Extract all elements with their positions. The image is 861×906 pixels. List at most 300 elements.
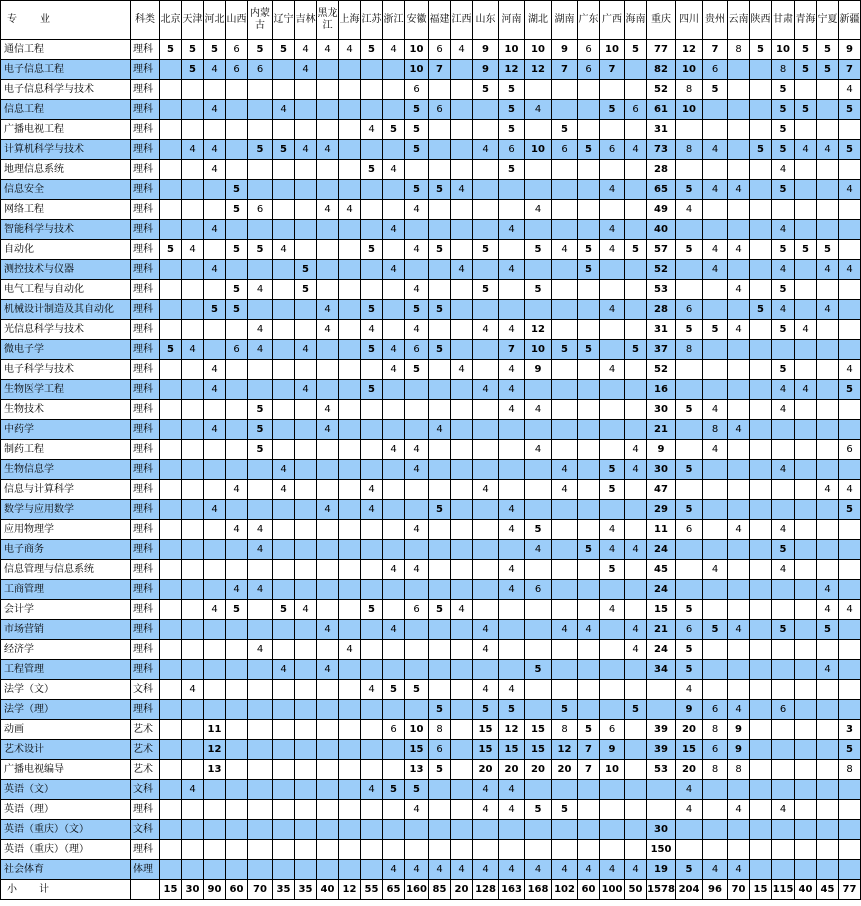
quota-cell: 5 bbox=[226, 240, 248, 260]
quota-cell: 5 bbox=[772, 80, 795, 100]
total-cell: 15 bbox=[160, 880, 182, 900]
quota-cell bbox=[750, 720, 772, 740]
quota-cell: 5 bbox=[625, 40, 647, 60]
quota-cell: 4 bbox=[552, 480, 578, 500]
table-row bbox=[1, 240, 861, 260]
quota-cell: 34 bbox=[647, 660, 676, 680]
quota-cell: 4 bbox=[405, 460, 429, 480]
subject-category: 理科 bbox=[131, 440, 160, 460]
quota-cell bbox=[795, 520, 817, 540]
header-province: 河北 bbox=[204, 1, 226, 40]
quota-cell bbox=[625, 160, 647, 180]
quota-cell bbox=[317, 280, 339, 300]
quota-cell bbox=[339, 460, 361, 480]
quota-cell bbox=[273, 640, 295, 660]
major-name: 生物信息学 bbox=[1, 460, 131, 480]
quota-cell bbox=[578, 400, 600, 420]
quota-cell: 4 bbox=[499, 520, 525, 540]
quota-cell: 5 bbox=[248, 440, 273, 460]
quota-cell bbox=[160, 160, 182, 180]
quota-cell bbox=[817, 440, 839, 460]
quota-cell: 4 bbox=[383, 360, 405, 380]
quota-cell bbox=[578, 680, 600, 700]
quota-cell bbox=[750, 240, 772, 260]
quota-cell: 4 bbox=[600, 860, 625, 880]
quota-cell: 150 bbox=[647, 840, 676, 860]
quota-cell bbox=[625, 740, 647, 760]
quota-cell bbox=[248, 380, 273, 400]
quota-cell: 4 bbox=[405, 440, 429, 460]
quota-cell: 10 bbox=[525, 140, 552, 160]
quota-cell bbox=[795, 80, 817, 100]
quota-cell: 5 bbox=[578, 720, 600, 740]
quota-cell bbox=[676, 160, 703, 180]
quota-cell: 4 bbox=[552, 460, 578, 480]
quota-cell: 10 bbox=[525, 40, 552, 60]
quota-cell bbox=[295, 80, 317, 100]
quota-cell: 8 bbox=[552, 720, 578, 740]
quota-cell bbox=[795, 480, 817, 500]
table-row bbox=[1, 140, 861, 160]
table-row bbox=[1, 120, 861, 140]
table-row bbox=[1, 400, 861, 420]
quota-cell bbox=[600, 200, 625, 220]
quota-cell: 5 bbox=[676, 600, 703, 620]
major-name: 信息与计算科学 bbox=[1, 480, 131, 500]
quota-cell bbox=[578, 100, 600, 120]
quota-cell: 4 bbox=[525, 400, 552, 420]
quota-cell bbox=[728, 200, 750, 220]
quota-cell bbox=[226, 160, 248, 180]
quota-cell: 73 bbox=[647, 140, 676, 160]
major-name: 信息管理与信息系统 bbox=[1, 560, 131, 580]
quota-cell bbox=[383, 660, 405, 680]
quota-cell bbox=[839, 780, 861, 800]
quota-cell: 4 bbox=[600, 300, 625, 320]
quota-cell bbox=[552, 840, 578, 860]
quota-cell: 4 bbox=[728, 320, 750, 340]
quota-cell bbox=[728, 140, 750, 160]
quota-cell bbox=[552, 260, 578, 280]
quota-cell bbox=[600, 380, 625, 400]
quota-cell: 4 bbox=[703, 560, 728, 580]
quota-cell bbox=[317, 160, 339, 180]
quota-cell: 4 bbox=[817, 580, 839, 600]
quota-cell: 7 bbox=[429, 60, 451, 80]
quota-cell: 4 bbox=[772, 220, 795, 240]
subject-category: 理科 bbox=[131, 200, 160, 220]
table-body bbox=[1, 1, 861, 900]
header-province: 重庆 bbox=[647, 1, 676, 40]
total-cell: 60 bbox=[226, 880, 248, 900]
quota-cell bbox=[383, 200, 405, 220]
quota-cell bbox=[772, 200, 795, 220]
quota-cell bbox=[405, 400, 429, 420]
quota-cell bbox=[625, 580, 647, 600]
quota-cell bbox=[226, 420, 248, 440]
quota-cell bbox=[160, 720, 182, 740]
quota-cell bbox=[383, 320, 405, 340]
quota-cell: 5 bbox=[750, 300, 772, 320]
quota-cell bbox=[383, 500, 405, 520]
quota-cell bbox=[204, 340, 226, 360]
quota-cell bbox=[182, 180, 204, 200]
quota-cell bbox=[703, 480, 728, 500]
quota-cell bbox=[473, 100, 499, 120]
table-row bbox=[1, 60, 861, 80]
quota-cell: 5 bbox=[676, 180, 703, 200]
quota-cell bbox=[339, 600, 361, 620]
major-name: 电气工程与自动化 bbox=[1, 280, 131, 300]
quota-cell bbox=[273, 840, 295, 860]
quota-cell: 6 bbox=[248, 60, 273, 80]
quota-cell bbox=[552, 680, 578, 700]
quota-cell bbox=[429, 260, 451, 280]
quota-cell: 4 bbox=[728, 280, 750, 300]
quota-cell bbox=[578, 360, 600, 380]
major-name: 网络工程 bbox=[1, 200, 131, 220]
quota-cell bbox=[182, 200, 204, 220]
quota-cell bbox=[339, 540, 361, 560]
quota-cell bbox=[625, 480, 647, 500]
quota-cell bbox=[728, 660, 750, 680]
quota-cell bbox=[182, 720, 204, 740]
quota-cell bbox=[473, 840, 499, 860]
total-cell: 96 bbox=[703, 880, 728, 900]
quota-cell: 5 bbox=[182, 60, 204, 80]
quota-cell: 4 bbox=[473, 140, 499, 160]
quota-cell bbox=[204, 840, 226, 860]
quota-cell bbox=[552, 540, 578, 560]
major-name: 生物技术 bbox=[1, 400, 131, 420]
table-row bbox=[1, 440, 861, 460]
quota-cell bbox=[750, 400, 772, 420]
quota-cell: 5 bbox=[625, 240, 647, 260]
quota-cell bbox=[728, 840, 750, 860]
subject-category: 理科 bbox=[131, 60, 160, 80]
quota-cell bbox=[451, 740, 473, 760]
quota-cell: 5 bbox=[429, 700, 451, 720]
quota-cell bbox=[473, 600, 499, 620]
quota-cell: 4 bbox=[226, 580, 248, 600]
quota-cell bbox=[451, 500, 473, 520]
quota-cell bbox=[339, 520, 361, 540]
quota-cell: 5 bbox=[405, 140, 429, 160]
quota-cell bbox=[703, 840, 728, 860]
quota-cell bbox=[160, 780, 182, 800]
quota-cell: 4 bbox=[625, 640, 647, 660]
quota-cell bbox=[750, 640, 772, 660]
quota-cell bbox=[295, 120, 317, 140]
quota-cell: 10 bbox=[525, 340, 552, 360]
quota-cell bbox=[160, 840, 182, 860]
quota-cell: 4 bbox=[182, 140, 204, 160]
quota-cell: 8 bbox=[703, 720, 728, 740]
quota-cell bbox=[578, 420, 600, 440]
table-row bbox=[1, 560, 861, 580]
quota-cell: 4 bbox=[273, 240, 295, 260]
quota-cell bbox=[226, 620, 248, 640]
quota-cell bbox=[795, 740, 817, 760]
quota-cell bbox=[339, 300, 361, 320]
quota-cell bbox=[817, 860, 839, 880]
quota-cell bbox=[339, 320, 361, 340]
total-cell: 85 bbox=[429, 880, 451, 900]
quota-cell bbox=[817, 720, 839, 740]
quota-cell bbox=[525, 300, 552, 320]
quota-cell bbox=[625, 260, 647, 280]
quota-cell: 7 bbox=[578, 760, 600, 780]
quota-cell bbox=[625, 780, 647, 800]
quota-cell: 39 bbox=[647, 740, 676, 760]
quota-cell bbox=[339, 280, 361, 300]
quota-cell bbox=[429, 540, 451, 560]
quota-cell: 4 bbox=[317, 500, 339, 520]
quota-cell bbox=[273, 580, 295, 600]
quota-cell: 5 bbox=[361, 40, 383, 60]
quota-cell bbox=[676, 540, 703, 560]
quota-cell bbox=[525, 620, 552, 640]
quota-cell bbox=[839, 620, 861, 640]
quota-cell: 5 bbox=[676, 500, 703, 520]
major-name: 信息安全 bbox=[1, 180, 131, 200]
quota-cell bbox=[248, 860, 273, 880]
quota-cell bbox=[405, 620, 429, 640]
quota-cell bbox=[248, 800, 273, 820]
quota-cell bbox=[295, 460, 317, 480]
quota-cell bbox=[317, 860, 339, 880]
quota-cell bbox=[772, 640, 795, 660]
quota-cell bbox=[182, 160, 204, 180]
quota-cell bbox=[600, 120, 625, 140]
quota-cell bbox=[273, 300, 295, 320]
quota-cell bbox=[451, 700, 473, 720]
total-label: 小计 bbox=[1, 880, 131, 900]
quota-cell bbox=[728, 640, 750, 660]
quota-cell: 4 bbox=[383, 340, 405, 360]
quota-cell: 4 bbox=[499, 680, 525, 700]
quota-cell: 24 bbox=[647, 540, 676, 560]
quota-cell: 5 bbox=[248, 40, 273, 60]
quota-cell bbox=[578, 180, 600, 200]
quota-cell bbox=[578, 580, 600, 600]
quota-cell: 4 bbox=[451, 40, 473, 60]
quota-cell bbox=[703, 220, 728, 240]
quota-cell bbox=[525, 640, 552, 660]
quota-cell bbox=[817, 540, 839, 560]
quota-cell: 4 bbox=[499, 580, 525, 600]
table-row bbox=[1, 220, 861, 240]
quota-cell bbox=[625, 660, 647, 680]
quota-cell bbox=[429, 780, 451, 800]
quota-cell bbox=[295, 400, 317, 420]
quota-cell bbox=[339, 360, 361, 380]
quota-cell bbox=[772, 680, 795, 700]
quota-cell: 4 bbox=[600, 360, 625, 380]
quota-cell bbox=[703, 520, 728, 540]
quota-cell bbox=[499, 420, 525, 440]
quota-cell: 4 bbox=[499, 800, 525, 820]
quota-cell bbox=[160, 80, 182, 100]
quota-cell: 4 bbox=[182, 680, 204, 700]
quota-cell bbox=[795, 620, 817, 640]
quota-cell bbox=[317, 560, 339, 580]
quota-cell bbox=[795, 260, 817, 280]
quota-cell: 5 bbox=[795, 100, 817, 120]
total-cell: 30 bbox=[182, 880, 204, 900]
quota-cell bbox=[361, 640, 383, 660]
subject-category: 文科 bbox=[131, 820, 160, 840]
quota-cell bbox=[317, 60, 339, 80]
quota-cell bbox=[750, 740, 772, 760]
quota-cell: 4 bbox=[625, 620, 647, 640]
quota-cell: 5 bbox=[405, 780, 429, 800]
quota-cell bbox=[839, 820, 861, 840]
quota-cell: 5 bbox=[499, 160, 525, 180]
quota-cell bbox=[499, 820, 525, 840]
quota-cell bbox=[750, 200, 772, 220]
quota-cell bbox=[750, 320, 772, 340]
quota-cell: 4 bbox=[204, 360, 226, 380]
quota-cell: 4 bbox=[361, 320, 383, 340]
quota-cell bbox=[728, 60, 750, 80]
table-row bbox=[1, 300, 861, 320]
quota-cell bbox=[703, 380, 728, 400]
quota-cell bbox=[499, 600, 525, 620]
quota-cell bbox=[552, 600, 578, 620]
quota-cell bbox=[703, 680, 728, 700]
quota-cell bbox=[795, 120, 817, 140]
quota-cell: 30 bbox=[647, 820, 676, 840]
quota-cell: 4 bbox=[204, 60, 226, 80]
quota-cell bbox=[429, 580, 451, 600]
quota-cell bbox=[772, 720, 795, 740]
total-cell: 102 bbox=[552, 880, 578, 900]
quota-cell bbox=[625, 360, 647, 380]
quota-cell bbox=[226, 440, 248, 460]
quota-cell bbox=[625, 720, 647, 740]
quota-cell bbox=[361, 280, 383, 300]
quota-cell bbox=[839, 420, 861, 440]
quota-cell bbox=[273, 80, 295, 100]
quota-cell bbox=[248, 600, 273, 620]
quota-cell bbox=[451, 560, 473, 580]
quota-cell bbox=[182, 860, 204, 880]
quota-cell: 5 bbox=[795, 60, 817, 80]
quota-cell bbox=[361, 80, 383, 100]
quota-cell bbox=[625, 120, 647, 140]
quota-cell bbox=[795, 780, 817, 800]
quota-cell: 5 bbox=[361, 240, 383, 260]
quota-cell bbox=[160, 800, 182, 820]
quota-cell bbox=[839, 540, 861, 560]
quota-cell: 4 bbox=[295, 340, 317, 360]
quota-cell bbox=[728, 560, 750, 580]
table-row bbox=[1, 520, 861, 540]
quota-cell bbox=[750, 780, 772, 800]
total-cell: 50 bbox=[625, 880, 647, 900]
quota-cell bbox=[361, 440, 383, 460]
quota-cell bbox=[273, 820, 295, 840]
subject-category: 理科 bbox=[131, 480, 160, 500]
major-name: 英语（文） bbox=[1, 780, 131, 800]
quota-cell bbox=[339, 820, 361, 840]
quota-cell: 4 bbox=[525, 100, 552, 120]
quota-cell bbox=[728, 260, 750, 280]
quota-cell bbox=[226, 360, 248, 380]
quota-cell bbox=[339, 680, 361, 700]
quota-cell bbox=[160, 740, 182, 760]
quota-cell: 5 bbox=[578, 340, 600, 360]
total-cell: 12 bbox=[339, 880, 361, 900]
quota-cell bbox=[226, 760, 248, 780]
quota-cell: 10 bbox=[405, 720, 429, 740]
major-name: 光信息科学与技术 bbox=[1, 320, 131, 340]
quota-cell bbox=[451, 640, 473, 660]
quota-cell bbox=[703, 280, 728, 300]
subject-category: 文科 bbox=[131, 780, 160, 800]
quota-cell bbox=[703, 540, 728, 560]
quota-cell bbox=[728, 80, 750, 100]
major-name: 广播电视编导 bbox=[1, 760, 131, 780]
quota-cell bbox=[600, 260, 625, 280]
quota-cell bbox=[273, 200, 295, 220]
quota-cell bbox=[525, 480, 552, 500]
quota-cell bbox=[182, 260, 204, 280]
quota-cell bbox=[600, 700, 625, 720]
table-row bbox=[1, 740, 861, 760]
quota-cell bbox=[525, 260, 552, 280]
quota-cell bbox=[473, 500, 499, 520]
quota-cell bbox=[226, 640, 248, 660]
quota-cell: 5 bbox=[273, 140, 295, 160]
quota-cell: 10 bbox=[405, 40, 429, 60]
quota-cell: 20 bbox=[676, 720, 703, 740]
quota-cell bbox=[795, 760, 817, 780]
header-province: 江西 bbox=[451, 1, 473, 40]
quota-cell: 5 bbox=[182, 40, 204, 60]
quota-cell bbox=[226, 140, 248, 160]
quota-cell bbox=[295, 700, 317, 720]
quota-cell bbox=[361, 260, 383, 280]
quota-cell: 20 bbox=[676, 760, 703, 780]
quota-cell bbox=[248, 460, 273, 480]
quota-cell: 21 bbox=[647, 420, 676, 440]
header-province: 山西 bbox=[226, 1, 248, 40]
table-row bbox=[1, 720, 861, 740]
quota-cell bbox=[676, 420, 703, 440]
quota-cell bbox=[750, 520, 772, 540]
quota-cell: 4 bbox=[204, 380, 226, 400]
quota-cell: 9 bbox=[552, 40, 578, 60]
quota-cell bbox=[339, 840, 361, 860]
quota-cell bbox=[647, 680, 676, 700]
quota-cell bbox=[839, 640, 861, 660]
quota-cell: 4 bbox=[625, 860, 647, 880]
quota-cell: 16 bbox=[647, 380, 676, 400]
quota-cell bbox=[273, 280, 295, 300]
quota-cell bbox=[750, 820, 772, 840]
quota-cell: 4 bbox=[525, 860, 552, 880]
quota-cell bbox=[361, 740, 383, 760]
quota-cell bbox=[405, 220, 429, 240]
table-row bbox=[1, 360, 861, 380]
quota-cell: 5 bbox=[248, 140, 273, 160]
quota-cell: 5 bbox=[600, 480, 625, 500]
quota-cell bbox=[182, 380, 204, 400]
quota-cell bbox=[839, 400, 861, 420]
quota-cell bbox=[647, 700, 676, 720]
